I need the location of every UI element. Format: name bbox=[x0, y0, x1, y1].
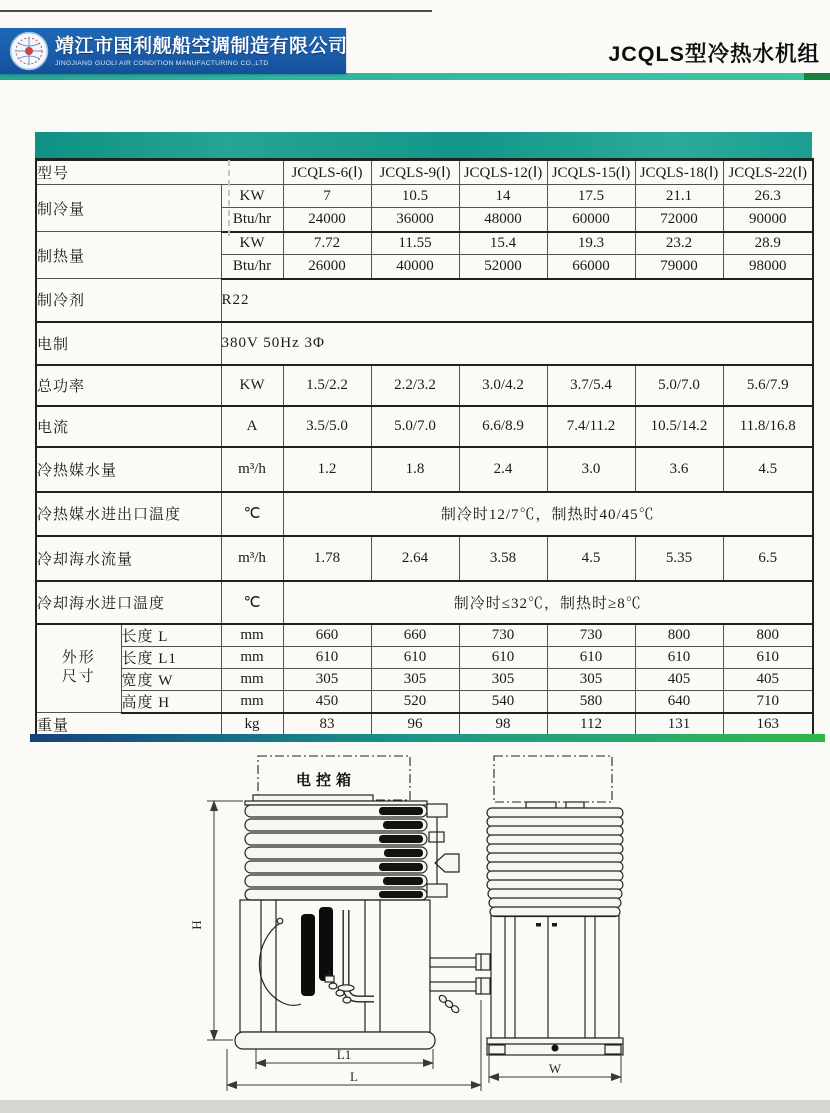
label-dimensions: 外形尺寸 bbox=[36, 624, 121, 713]
model-row-label: 型号 bbox=[36, 160, 283, 185]
spec-value: 730 bbox=[459, 624, 547, 647]
spec-value: 1.5/2.2 bbox=[283, 365, 371, 406]
unit-side-view-drawing bbox=[478, 748, 678, 1100]
spec-value: 83 bbox=[283, 713, 371, 737]
row-current bbox=[36, 406, 813, 447]
row-total-power bbox=[36, 365, 813, 406]
unit-cell: ℃ bbox=[221, 492, 283, 536]
dimension-w bbox=[489, 1056, 621, 1083]
label-heating-capacity: 制热量 bbox=[36, 232, 221, 279]
spec-value: 3.0 bbox=[547, 447, 635, 492]
spec-value: 15.4 bbox=[459, 232, 547, 255]
spec-value: 19.3 bbox=[547, 232, 635, 255]
top-edge-line bbox=[0, 10, 432, 12]
spec-value: 52000 bbox=[459, 255, 547, 279]
unit-cell: kg bbox=[221, 713, 283, 737]
spec-value: 305 bbox=[547, 668, 635, 690]
seawater-temp-value: 制冷时≤32℃，制热时≥8℃ bbox=[283, 581, 813, 624]
scan-crease-artifact bbox=[228, 160, 230, 236]
label-current: 电流 bbox=[36, 406, 221, 447]
spec-value: 2.4 bbox=[459, 447, 547, 492]
spec-value: 520 bbox=[371, 690, 459, 713]
model-name: JCQLS-9(Ⅰ) bbox=[371, 160, 459, 185]
unit-cell: ℃ bbox=[221, 581, 283, 624]
spec-value: 610 bbox=[283, 646, 371, 668]
spec-value: 660 bbox=[283, 624, 371, 647]
row-refrigerant bbox=[36, 279, 813, 322]
row-model bbox=[36, 160, 813, 185]
base-plate bbox=[235, 1032, 435, 1049]
spec-value: 2.2/3.2 bbox=[371, 365, 459, 406]
label-medium-water-temp: 冷热媒水进出口温度 bbox=[36, 492, 221, 536]
power-supply-value: 380V 50Hz 3Φ bbox=[221, 322, 813, 365]
label-cooling-capacity: 制冷量 bbox=[36, 185, 221, 232]
unit-cell: mm bbox=[221, 690, 283, 713]
component-label-strip bbox=[301, 914, 315, 996]
unit-cell: m³/h bbox=[221, 536, 283, 581]
spec-value: 17.5 bbox=[547, 185, 635, 208]
row-medium-water-flow bbox=[36, 447, 813, 492]
spec-value: 610 bbox=[635, 646, 723, 668]
unit-front-view-drawing bbox=[183, 748, 493, 1100]
spec-value: 405 bbox=[635, 668, 723, 690]
spec-table bbox=[35, 158, 814, 738]
spec-value: 163 bbox=[723, 713, 813, 737]
technical-drawings bbox=[0, 748, 830, 1100]
spec-value: 710 bbox=[723, 690, 813, 713]
model-name: JCQLS-15(Ⅰ) bbox=[547, 160, 635, 185]
page-bottom-bar bbox=[0, 1100, 830, 1113]
base-plate-side bbox=[487, 1038, 623, 1055]
unit-cell: KW bbox=[221, 185, 283, 208]
spec-value: 3.7/5.4 bbox=[547, 365, 635, 406]
spec-value: 640 bbox=[635, 690, 723, 713]
row-cooling-kw bbox=[36, 185, 813, 208]
spec-value: 26000 bbox=[283, 255, 371, 279]
dim-w-label: W bbox=[548, 1061, 562, 1076]
row-dim-length-l bbox=[36, 624, 813, 647]
row-seawater-flow bbox=[36, 536, 813, 581]
spec-value: 1.8 bbox=[371, 447, 459, 492]
coil-right-fittings bbox=[427, 804, 459, 897]
label-refrigerant: 制冷剂 bbox=[36, 279, 221, 322]
spec-value: 3.6 bbox=[635, 447, 723, 492]
control-box-label: 电控箱 bbox=[296, 772, 357, 789]
spec-value: 98 bbox=[459, 713, 547, 737]
spec-value: 2.64 bbox=[371, 536, 459, 581]
spec-value: 800 bbox=[723, 624, 813, 647]
unit-cell: KW bbox=[221, 365, 283, 406]
dimension-h bbox=[189, 801, 243, 1040]
spec-value: 7 bbox=[283, 185, 371, 208]
spec-value: 730 bbox=[547, 624, 635, 647]
spec-value: 10.5/14.2 bbox=[635, 406, 723, 447]
spec-value: 305 bbox=[459, 668, 547, 690]
unit-cell: mm bbox=[221, 646, 283, 668]
unit-cell: Btu/hr bbox=[221, 255, 283, 279]
unit-cell: mm bbox=[221, 624, 283, 647]
spec-value: 450 bbox=[283, 690, 371, 713]
model-name: JCQLS-22(Ⅰ) bbox=[723, 160, 813, 185]
spec-value: 112 bbox=[547, 713, 635, 737]
spec-value: 7.72 bbox=[283, 232, 371, 255]
spec-value: 4.5 bbox=[723, 447, 813, 492]
header-divider bbox=[0, 73, 830, 80]
spec-value: 305 bbox=[371, 668, 459, 690]
spec-value: 5.0/7.0 bbox=[371, 406, 459, 447]
spec-value: 6.5 bbox=[723, 536, 813, 581]
control-box-outline-side bbox=[494, 756, 612, 802]
label-dim-h: 高度 H bbox=[121, 690, 221, 713]
control-box-outline bbox=[258, 756, 410, 800]
row-medium-water-temp bbox=[36, 492, 813, 536]
spec-value: 6.6/8.9 bbox=[459, 406, 547, 447]
spec-value: 60000 bbox=[547, 208, 635, 232]
spec-value: 610 bbox=[547, 646, 635, 668]
label-seawater-temp: 冷却海水进口温度 bbox=[36, 581, 221, 624]
company-name-en: JINGJIANG GUOLI AIR CONDITION MANUFACTURING CO.,LTD bbox=[55, 59, 269, 67]
dimension-l1 bbox=[256, 1047, 433, 1069]
spec-value: 5.6/7.9 bbox=[723, 365, 813, 406]
spec-value: 98000 bbox=[723, 255, 813, 279]
spec-value: 96 bbox=[371, 713, 459, 737]
spec-value: 660 bbox=[371, 624, 459, 647]
spec-value: 4.5 bbox=[547, 536, 635, 581]
spec-value: 580 bbox=[547, 690, 635, 713]
medium-water-temp-value: 制冷时12/7℃，制热时40/45℃ bbox=[283, 492, 813, 536]
spec-value: 79000 bbox=[635, 255, 723, 279]
spec-value: 11.55 bbox=[371, 232, 459, 255]
unit-cell: mm bbox=[221, 668, 283, 690]
model-name: JCQLS-12(Ⅰ) bbox=[459, 160, 547, 185]
spec-value: 610 bbox=[723, 646, 813, 668]
spec-value: 405 bbox=[723, 668, 813, 690]
spec-value: 14 bbox=[459, 185, 547, 208]
header-divider-tip bbox=[804, 73, 830, 80]
spec-value: 24000 bbox=[283, 208, 371, 232]
unit-cell: Btu/hr bbox=[221, 208, 283, 232]
spec-value: 23.2 bbox=[635, 232, 723, 255]
coil-block bbox=[245, 795, 459, 900]
spec-value: 11.8/16.8 bbox=[723, 406, 813, 447]
spec-value: 7.4/11.2 bbox=[547, 406, 635, 447]
coil-fin-stack bbox=[487, 808, 623, 917]
spec-value: 610 bbox=[371, 646, 459, 668]
refrigerant-value: R22 bbox=[221, 279, 813, 322]
spec-value: 66000 bbox=[547, 255, 635, 279]
capillary-tube bbox=[259, 923, 301, 1005]
model-name: JCQLS-18(Ⅰ) bbox=[635, 160, 723, 185]
label-seawater-flow: 冷却海水流量 bbox=[36, 536, 221, 581]
unit-cell: m³/h bbox=[221, 447, 283, 492]
label-total-power: 总功率 bbox=[36, 365, 221, 406]
spec-value: 90000 bbox=[723, 208, 813, 232]
company-name: 靖江市国利舰船空调制造有限公司 bbox=[55, 35, 348, 57]
row-weight bbox=[36, 713, 813, 737]
label-weight: 重量 bbox=[36, 713, 221, 737]
label-dim-l1: 长度 L1 bbox=[121, 646, 221, 668]
spec-value: 5.0/7.0 bbox=[635, 365, 723, 406]
row-dim-length-l1 bbox=[36, 646, 813, 668]
spec-value: 3.5/5.0 bbox=[283, 406, 371, 447]
spec-value: 3.58 bbox=[459, 536, 547, 581]
spec-value: 36000 bbox=[371, 208, 459, 232]
spec-value: 1.78 bbox=[283, 536, 371, 581]
spec-value: 305 bbox=[283, 668, 371, 690]
label-power-supply: 电制 bbox=[36, 322, 221, 365]
spec-value: 26.3 bbox=[723, 185, 813, 208]
table-bottom-band bbox=[30, 734, 825, 742]
label-medium-water-flow: 冷热媒水量 bbox=[36, 447, 221, 492]
dim-h-label: H bbox=[189, 920, 204, 930]
label-dim-w: 宽度 W bbox=[121, 668, 221, 690]
spec-value: 1.2 bbox=[283, 447, 371, 492]
unit-cell: A bbox=[221, 406, 283, 447]
row-dim-width-w bbox=[36, 668, 813, 690]
row-dim-height-h bbox=[36, 690, 813, 713]
spec-value: 5.35 bbox=[635, 536, 723, 581]
spec-value: 10.5 bbox=[371, 185, 459, 208]
cabinet-side bbox=[491, 916, 619, 1038]
spec-value: 28.9 bbox=[723, 232, 813, 255]
label-dim-l: 长度 L bbox=[121, 624, 221, 647]
spec-value: 3.0/4.2 bbox=[459, 365, 547, 406]
spec-value: 540 bbox=[459, 690, 547, 713]
spec-value: 610 bbox=[459, 646, 547, 668]
dim-l-label: L bbox=[350, 1069, 358, 1084]
spec-value: 48000 bbox=[459, 208, 547, 232]
table-top-band bbox=[35, 132, 812, 158]
spec-value: 131 bbox=[635, 713, 723, 737]
spec-value: 21.1 bbox=[635, 185, 723, 208]
row-heating-kw bbox=[36, 232, 813, 255]
component-label-strip bbox=[319, 907, 333, 981]
unit-cell: KW bbox=[221, 232, 283, 255]
model-name: JCQLS-6(Ⅰ) bbox=[283, 160, 371, 185]
spec-value: 800 bbox=[635, 624, 723, 647]
row-power-supply bbox=[36, 322, 813, 365]
company-banner bbox=[0, 28, 346, 74]
company-logo-icon bbox=[9, 31, 49, 71]
row-seawater-temp bbox=[36, 581, 813, 624]
dim-l1-label: L1 bbox=[336, 1047, 352, 1062]
spec-value: 72000 bbox=[635, 208, 723, 232]
page-title: JCQLS型冷热水机组 bbox=[608, 42, 820, 66]
spec-value: 40000 bbox=[371, 255, 459, 279]
cabinet-body bbox=[240, 900, 430, 1032]
